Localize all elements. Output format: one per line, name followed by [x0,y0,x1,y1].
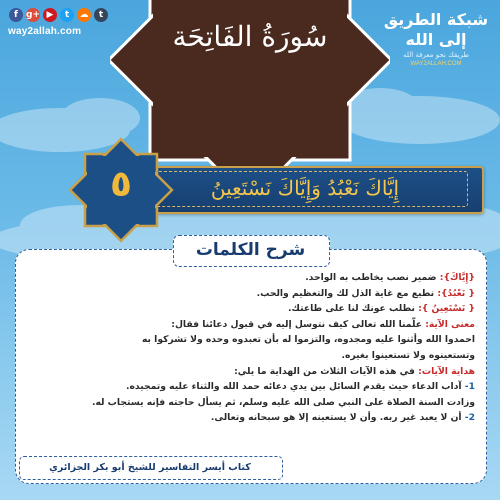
guidance-label: هداية الآيات: [418,365,475,377]
meaning-line [23,332,475,348]
word-line [23,286,475,302]
brand-tagline: طريقك نحو معرفة الله [403,51,469,59]
brand-logo [382,10,490,68]
guidance-text: أن لا يعبد غير ربه. وأن لا يستعينه إلا هو سبحانه وتعالى. [210,412,465,424]
guidance-line [23,410,475,426]
guidance-line [23,379,475,395]
twitter-icon[interactable]: t [60,8,74,22]
facebook-icon[interactable]: f [9,8,23,22]
explanation-body [23,264,475,426]
guidance-text: آداب الدعاء حيث يقدم السائل بين يدي دعائه حمد الله والثناء عليه وتمجيده. [126,381,465,393]
site-url[interactable]: way2allah.com [8,26,82,37]
word-term: {إِيَّاكَ}: [439,272,475,283]
word-term: { نَسْتَعِينُ }: [418,303,475,315]
source-citation: كتاب أيسر التفاسير للشيخ أبو بكر الجزائري [49,462,251,473]
guidance-number: 1- [464,381,475,393]
youtube-icon[interactable]: ▶ [43,8,57,22]
tumblr-icon[interactable]: t [94,8,108,22]
meaning-line [23,348,475,364]
brand-url: WAY2ALLAH.COM [410,61,462,67]
guidance-line [23,395,475,411]
meaning-line [23,317,475,333]
verse-text: إِيَّاكَ نَعْبُدُ وَإِيَّاكَ نَسْتَعِينُ [210,176,400,200]
word-line [23,301,475,317]
word-line [23,270,475,286]
meaning-label: معنى الآية: [425,318,475,330]
brand-name: شبكة الطريق إلى الله [383,10,489,49]
word-definition: ضمير نصب يخاطب به الواحد. [305,272,440,283]
meaning-text: احمدوا الله وأثنوا عليه ومجدوه، والتزموا له بأن تعبدوه وحده ولا تشركوا به [141,334,475,346]
soundcloud-icon[interactable]: ☁ [77,8,91,22]
guidance-number: 2- [464,412,475,424]
surah-title: سُورَةُ الفَاتِحَة [172,20,328,53]
guidance-intro: في هذه الآيات الثلاث من الهداية ما يلي: [234,365,419,377]
guidance-line [23,364,475,380]
social-icons [9,8,108,22]
word-definition: نطيع مع غاية الذل لك والتعظيم والحب. [256,287,438,299]
word-term: { نَعْبُدُ}: [437,287,475,299]
verse-number: ٥ [110,164,132,205]
section-heading: شرح الكلمات [195,240,306,260]
google-plus-icon[interactable]: g+ [26,10,40,20]
meaning-text: علّمنا الله تعالى كيف نتوسل إليه في قبول دعائنا فقال: [171,318,426,330]
word-definition: نطلب عونك لنا على طاعتك. [288,303,419,315]
meaning-text: وتستعينوه ولا تستعينوا بغيره. [341,349,475,361]
guidance-text: وزادت السنة الصلاة على النبي صلى الله عليه وسلم، ثم يسأل حاجته فإنه يستجاب له. [91,396,475,408]
